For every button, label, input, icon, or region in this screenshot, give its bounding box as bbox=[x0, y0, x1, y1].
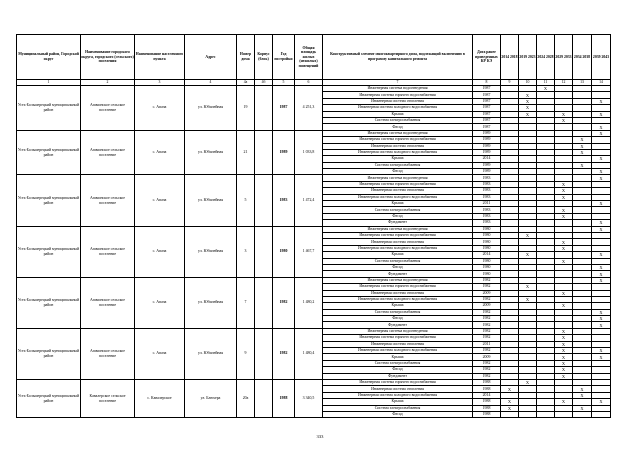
period-mark-cell: X bbox=[592, 348, 611, 354]
period-mark-cell: X bbox=[519, 232, 537, 238]
prior-repair-date-cell: 1982 bbox=[473, 284, 501, 290]
period-mark-cell bbox=[501, 411, 519, 417]
prior-repair-date-cell: 1989 bbox=[473, 137, 501, 143]
prior-repair-date-cell: 1982 bbox=[473, 277, 501, 283]
element-cell: Инженерная система горячего водоснабжения bbox=[323, 181, 473, 187]
area-cell: 1 480,4 bbox=[295, 328, 323, 379]
element-cell: Инженерная система водоотведения bbox=[323, 86, 473, 92]
area-cell: 1 467,7 bbox=[295, 226, 323, 277]
period-mark-cell: X bbox=[555, 303, 573, 309]
column-number-cell: 4 bbox=[185, 80, 237, 86]
prior-repair-date-cell: 1980 bbox=[473, 271, 501, 277]
settlement-cell: Кавалерское сельское поселение bbox=[81, 379, 135, 417]
element-cell: Инженерная система водоотведения bbox=[323, 175, 473, 181]
period-mark-cell: X bbox=[555, 111, 573, 117]
period-mark-cell: X bbox=[555, 328, 573, 334]
element-cell: Инженерная система холодного водоснабжения bbox=[323, 348, 473, 354]
element-cell: Крыша bbox=[323, 252, 473, 258]
period-mark-cell: X bbox=[592, 220, 611, 226]
column-number-cell: 14 bbox=[592, 80, 611, 86]
period-mark-cell: X bbox=[555, 194, 573, 200]
period-mark-cell: X bbox=[519, 111, 537, 117]
build-year-cell: 1980 bbox=[273, 226, 295, 277]
element-cell: Система электроснабжения bbox=[323, 117, 473, 123]
prior-repair-date-cell: 1983 bbox=[473, 194, 501, 200]
period-mark-cell: X bbox=[573, 405, 592, 411]
period-mark-cell: X bbox=[501, 405, 519, 411]
period-mark-cell: X bbox=[592, 399, 611, 405]
column-number-cell: 11 bbox=[537, 80, 555, 86]
element-cell: Инженерная система отопления bbox=[323, 188, 473, 194]
column-number-cell: 3 bbox=[135, 80, 185, 86]
header-cell: 2014 2018 bbox=[501, 35, 519, 80]
period-mark-cell: X bbox=[573, 143, 592, 149]
element-cell: Крыша bbox=[323, 399, 473, 405]
block-cell bbox=[255, 130, 273, 175]
element-cell: Инженерная система отопления bbox=[323, 290, 473, 296]
house-number-cell: 3 bbox=[237, 226, 255, 277]
header-cell: 2024 2028 bbox=[537, 35, 555, 80]
prior-repair-date-cell: 1982 bbox=[473, 322, 501, 328]
period-mark-cell: X bbox=[592, 322, 611, 328]
prior-repair-date-cell: 1987 bbox=[473, 117, 501, 123]
element-cell: Инженерная система холодного водоснабжения bbox=[323, 392, 473, 398]
period-mark-cell: X bbox=[555, 207, 573, 213]
element-cell: Инженерная система горячего водоснабжения bbox=[323, 92, 473, 98]
prior-repair-date-cell: 1987 bbox=[473, 124, 501, 130]
prior-repair-date-cell: 1988 bbox=[473, 405, 501, 411]
build-year-cell: 1987 bbox=[273, 86, 295, 131]
block-cell bbox=[255, 86, 273, 131]
prior-repair-date-cell: 1982 bbox=[473, 367, 501, 373]
column-number-cell: 12 bbox=[555, 80, 573, 86]
house-number-cell: 20а bbox=[237, 379, 255, 417]
locality-cell: с. Кавалерское bbox=[135, 379, 185, 417]
period-mark-cell: X bbox=[573, 162, 592, 168]
period-mark-cell bbox=[519, 411, 537, 417]
street-cell: ул. Юбилейная bbox=[185, 130, 237, 175]
period-mark-cell: X bbox=[592, 264, 611, 270]
prior-repair-date-cell: 1980 bbox=[473, 264, 501, 270]
column-number-cell: 10 bbox=[519, 80, 537, 86]
column-number-cell: 1 bbox=[17, 80, 81, 86]
period-mark-cell: X bbox=[555, 360, 573, 366]
period-mark-cell: X bbox=[537, 86, 555, 92]
prior-repair-date-cell: 2014 bbox=[473, 392, 501, 398]
period-mark-cell: X bbox=[592, 309, 611, 315]
district-cell: Усть-Большерецкий муниципальный район bbox=[17, 86, 81, 131]
house-number-cell: 5 bbox=[237, 175, 255, 226]
period-mark-cell bbox=[537, 411, 555, 417]
prior-repair-date-cell: 1980 bbox=[473, 226, 501, 232]
element-cell: Инженерная система отопления bbox=[323, 98, 473, 104]
element-cell: Система электроснабжения bbox=[323, 309, 473, 315]
element-cell: Крыша bbox=[323, 111, 473, 117]
header-cell: Корпус (блок) bbox=[255, 35, 273, 80]
period-mark-cell: X bbox=[519, 98, 537, 104]
street-cell: ул. Юбилейная bbox=[185, 226, 237, 277]
column-number-cell: 2 bbox=[81, 80, 135, 86]
element-cell: Инженерная система горячего водоснабжения bbox=[323, 379, 473, 385]
district-cell: Усть-Большерецкий муниципальный район bbox=[17, 226, 81, 277]
house-number-cell: 7 bbox=[237, 277, 255, 328]
element-cell: Инженерная система отопления bbox=[323, 239, 473, 245]
street-cell: ул. Юбилейная bbox=[185, 277, 237, 328]
period-mark-cell: X bbox=[592, 111, 611, 117]
header-cell: Номер дома bbox=[237, 35, 255, 80]
period-mark-cell bbox=[592, 411, 611, 417]
period-mark-cell: X bbox=[573, 392, 592, 398]
prior-repair-date-cell: 1983 bbox=[473, 213, 501, 219]
element-cell: Система электроснабжения bbox=[323, 162, 473, 168]
element-cell: Фасад bbox=[323, 411, 473, 417]
header-cell: 2029 2033 bbox=[555, 35, 573, 80]
prior-repair-date-cell: 2009 bbox=[473, 290, 501, 296]
prior-repair-date-cell: 1983 bbox=[473, 181, 501, 187]
period-mark-cell: X bbox=[555, 367, 573, 373]
element-cell: Инженерная система горячего водоснабжения bbox=[323, 137, 473, 143]
period-mark-cell bbox=[573, 411, 592, 417]
period-mark-cell: X bbox=[592, 226, 611, 232]
element-cell: Фундамент bbox=[323, 373, 473, 379]
build-year-cell: 1983 bbox=[273, 175, 295, 226]
header-cell: 2039 2043 bbox=[592, 35, 611, 80]
header-cell: Наименование населенного пункта bbox=[135, 35, 185, 80]
element-cell: Инженерная система отопления bbox=[323, 341, 473, 347]
prior-repair-date-cell: 2011 bbox=[473, 341, 501, 347]
prior-repair-date-cell: 1987 bbox=[473, 86, 501, 92]
district-cell: Усть-Большерецкий муниципальный район bbox=[17, 130, 81, 175]
prior-repair-date-cell: 1982 bbox=[473, 373, 501, 379]
column-number-cell: 6 bbox=[295, 80, 323, 86]
street-cell: ул. Блюхера bbox=[185, 379, 237, 417]
element-cell: Инженерная система холодного водоснабжения bbox=[323, 105, 473, 111]
house-number-cell: 19 bbox=[237, 86, 255, 131]
period-mark-cell: X bbox=[555, 213, 573, 219]
element-cell: Инженерная система холодного водоснабжения bbox=[323, 296, 473, 302]
period-mark-cell: X bbox=[555, 239, 573, 245]
element-cell: Крыша bbox=[323, 201, 473, 207]
prior-repair-date-cell: 1989 bbox=[473, 143, 501, 149]
prior-repair-date-cell: 1980 bbox=[473, 245, 501, 251]
prior-repair-date-cell: 2014 bbox=[473, 252, 501, 258]
period-mark-cell: X bbox=[592, 271, 611, 277]
period-mark-cell: X bbox=[592, 252, 611, 258]
period-mark-cell: X bbox=[555, 348, 573, 354]
table-body bbox=[17, 86, 611, 418]
build-year-cell: 1988 bbox=[273, 379, 295, 417]
street-cell: ул. Юбилейная bbox=[185, 175, 237, 226]
column-number-cell: 13 bbox=[573, 80, 592, 86]
program-table-sheet bbox=[16, 34, 610, 418]
element-cell: Фасад bbox=[323, 316, 473, 322]
header-cell: Наименование городского округа, городского (сельского) поселения bbox=[81, 35, 135, 80]
period-mark-cell: X bbox=[555, 245, 573, 251]
column-number-cell: 7 bbox=[323, 80, 473, 86]
prior-repair-date-cell: 1989 bbox=[473, 162, 501, 168]
prior-repair-date-cell: 1987 bbox=[473, 92, 501, 98]
prior-repair-date-cell: 1989 bbox=[473, 130, 501, 136]
page-number: 333 bbox=[316, 434, 324, 439]
area-cell: 1 472,4 bbox=[295, 175, 323, 226]
element-cell: Инженерная система водоотведения bbox=[323, 130, 473, 136]
prior-repair-date-cell: 1982 bbox=[473, 335, 501, 341]
header-cell: Год постройки bbox=[273, 35, 295, 80]
column-number-cell: 4а bbox=[237, 80, 255, 86]
prior-repair-date-cell: 1988 bbox=[473, 411, 501, 417]
element-cell: Фундамент bbox=[323, 271, 473, 277]
locality-cell: с. Апача bbox=[135, 130, 185, 175]
period-mark-cell: X bbox=[501, 386, 519, 392]
district-cell: Усть-Большерецкий муниципальный район bbox=[17, 175, 81, 226]
build-year-cell: 1982 bbox=[273, 328, 295, 379]
period-mark-cell: X bbox=[592, 201, 611, 207]
period-mark-cell: X bbox=[592, 277, 611, 283]
block-cell bbox=[255, 328, 273, 379]
locality-cell: с. Апача bbox=[135, 86, 185, 131]
header-cell: 2019 2023 bbox=[519, 35, 537, 80]
period-mark-cell: X bbox=[555, 341, 573, 347]
header-cell: Конструктивный элемент многоквартирного дома, подлежащий включению в программу капитального ремонта bbox=[323, 35, 473, 80]
element-cell: Инженерная система холодного водоснабжения bbox=[323, 245, 473, 251]
prior-repair-date-cell: 1987 bbox=[473, 111, 501, 117]
column-number-cell: 5 bbox=[273, 80, 295, 86]
settlement-cell: Апачинское сельское поселение bbox=[81, 328, 135, 379]
settlement-cell: Апачинское сельское поселение bbox=[81, 175, 135, 226]
column-number-cell: 4б bbox=[255, 80, 273, 86]
prior-repair-date-cell: 1983 bbox=[473, 207, 501, 213]
element-cell: Инженерная система холодного водоснабжения bbox=[323, 194, 473, 200]
period-mark-cell: X bbox=[592, 316, 611, 322]
prior-repair-date-cell: 1982 bbox=[473, 328, 501, 334]
period-mark-cell: X bbox=[555, 117, 573, 123]
prior-repair-date-cell: 1982 bbox=[473, 360, 501, 366]
element-cell: Крыша bbox=[323, 156, 473, 162]
period-mark-cell: X bbox=[555, 399, 573, 405]
prior-repair-date-cell: 1989 bbox=[473, 169, 501, 175]
element-cell: Крыша bbox=[323, 303, 473, 309]
period-mark-cell: X bbox=[592, 156, 611, 162]
element-cell: Фасад bbox=[323, 213, 473, 219]
prior-repair-date-cell: 1983 bbox=[473, 188, 501, 194]
period-mark-cell: X bbox=[519, 105, 537, 111]
element-cell: Инженерная система водоотведения bbox=[323, 226, 473, 232]
prior-repair-date-cell: 2009 bbox=[473, 354, 501, 360]
prior-repair-date-cell: 1987 bbox=[473, 98, 501, 104]
settlement-cell: Апачинское сельское поселение bbox=[81, 86, 135, 131]
period-mark-cell: X bbox=[573, 137, 592, 143]
house-number-cell: 9 bbox=[237, 328, 255, 379]
prior-repair-date-cell: 1982 bbox=[473, 296, 501, 302]
repair-program-table bbox=[16, 34, 611, 418]
prior-repair-date-cell: 1983 bbox=[473, 175, 501, 181]
element-cell: Инженерная система водоотведения bbox=[323, 328, 473, 334]
prior-repair-date-cell: 1980 bbox=[473, 258, 501, 264]
period-mark-cell: X bbox=[519, 252, 537, 258]
prior-repair-date-cell: 1988 bbox=[473, 386, 501, 392]
header-cell: Дата ранее проведенных КР КЭ bbox=[473, 35, 501, 80]
locality-cell: с. Апача bbox=[135, 277, 185, 328]
prior-repair-date-cell: 1989 bbox=[473, 149, 501, 155]
period-mark-cell bbox=[555, 411, 573, 417]
block-cell bbox=[255, 379, 273, 417]
settlement-cell: Апачинское сельское поселение bbox=[81, 130, 135, 175]
column-number-cell: 8 bbox=[473, 80, 501, 86]
period-mark-cell: X bbox=[592, 175, 611, 181]
prior-repair-date-cell: 1982 bbox=[473, 309, 501, 315]
period-mark-cell: X bbox=[592, 354, 611, 360]
locality-cell: с. Апача bbox=[135, 175, 185, 226]
build-year-cell: 1982 bbox=[273, 277, 295, 328]
element-cell: Фасад bbox=[323, 124, 473, 130]
element-cell: Фасад bbox=[323, 169, 473, 175]
element-cell: Фундамент bbox=[323, 322, 473, 328]
area-cell: 1 480,2 bbox=[295, 277, 323, 328]
element-cell: Инженерная система горячего водоснабжения bbox=[323, 335, 473, 341]
locality-cell: с. Апача bbox=[135, 226, 185, 277]
element-cell: Инженерная система горячего водоснабжения bbox=[323, 232, 473, 238]
district-cell: Усть-Большерецкий муниципальный район bbox=[17, 379, 81, 417]
prior-repair-date-cell: 2011 bbox=[473, 201, 501, 207]
period-mark-cell: X bbox=[555, 354, 573, 360]
period-mark-cell: X bbox=[555, 181, 573, 187]
period-mark-cell: X bbox=[555, 188, 573, 194]
district-cell: Усть-Большерецкий муниципальный район bbox=[17, 277, 81, 328]
header-cell: Муниципальный район, Городской округ bbox=[17, 35, 81, 80]
header-cell: 2034 2038 bbox=[573, 35, 592, 80]
period-mark-cell: X bbox=[592, 130, 611, 136]
house-number-cell: 21 bbox=[237, 130, 255, 175]
period-mark-cell: X bbox=[555, 335, 573, 341]
element-cell: Инженерная система отопления bbox=[323, 143, 473, 149]
header-cell: Адрес bbox=[185, 35, 237, 80]
column-number-cell: 9 bbox=[501, 80, 519, 86]
element-cell: Фундамент bbox=[323, 220, 473, 226]
settlement-cell: Апачинское сельское поселение bbox=[81, 277, 135, 328]
prior-repair-date-cell: 1988 bbox=[473, 379, 501, 385]
element-cell: Инженерная система холодного водоснабжения bbox=[323, 149, 473, 155]
period-mark-cell: X bbox=[519, 296, 537, 302]
build-year-cell: 1989 bbox=[273, 130, 295, 175]
element-cell: Инженерная система горячего водоснабжения bbox=[323, 284, 473, 290]
district-cell: Усть-Большерецкий муниципальный район bbox=[17, 328, 81, 379]
prior-repair-date-cell: 1987 bbox=[473, 105, 501, 111]
prior-repair-date-cell: 1982 bbox=[473, 348, 501, 354]
period-mark-cell: X bbox=[592, 124, 611, 130]
period-mark-cell: X bbox=[519, 92, 537, 98]
period-mark-cell: X bbox=[592, 169, 611, 175]
block-cell bbox=[255, 175, 273, 226]
element-cell: Система электроснабжения bbox=[323, 405, 473, 411]
period-mark-cell: X bbox=[555, 258, 573, 264]
element-cell: Фасад bbox=[323, 264, 473, 270]
area-cell: 4 251,3 bbox=[295, 86, 323, 131]
prior-repair-date-cell: 1980 bbox=[473, 232, 501, 238]
period-mark-cell: X bbox=[519, 379, 537, 385]
element-cell: Инженерная система отопления bbox=[323, 386, 473, 392]
area-cell: 1 033,8 bbox=[295, 130, 323, 175]
prior-repair-date-cell: 1982 bbox=[473, 316, 501, 322]
element-cell: Фасад bbox=[323, 367, 473, 373]
period-mark-cell: X bbox=[555, 373, 573, 379]
period-mark-cell: X bbox=[501, 399, 519, 405]
element-cell: Крыша bbox=[323, 354, 473, 360]
street-cell: ул. Юбилейная bbox=[185, 328, 237, 379]
prior-repair-date-cell: 2014 bbox=[473, 156, 501, 162]
period-mark-cell: X bbox=[573, 149, 592, 155]
period-mark-cell: X bbox=[519, 284, 537, 290]
area-cell: 3 340,5 bbox=[295, 379, 323, 417]
element-cell: Система электроснабжения bbox=[323, 207, 473, 213]
prior-repair-date-cell: 1988 bbox=[473, 399, 501, 405]
locality-cell: с. Апача bbox=[135, 328, 185, 379]
prior-repair-date-cell: 1983 bbox=[473, 220, 501, 226]
prior-repair-date-cell: 1980 bbox=[473, 239, 501, 245]
block-cell bbox=[255, 226, 273, 277]
settlement-cell: Апачинское сельское поселение bbox=[81, 226, 135, 277]
header-row bbox=[17, 35, 611, 80]
header-cell: Общая площадь жилых (нежилых) помещений bbox=[295, 35, 323, 80]
street-cell: ул. Юбилейная bbox=[185, 86, 237, 131]
element-cell: Система электроснабжения bbox=[323, 360, 473, 366]
element-cell: Инженерная система водоотведения bbox=[323, 277, 473, 283]
period-mark-cell: X bbox=[555, 290, 573, 296]
element-cell: Система электроснабжения bbox=[323, 258, 473, 264]
prior-repair-date-cell: 2009 bbox=[473, 303, 501, 309]
period-mark-cell: X bbox=[592, 98, 611, 104]
period-mark-cell: X bbox=[573, 386, 592, 392]
block-cell bbox=[255, 277, 273, 328]
